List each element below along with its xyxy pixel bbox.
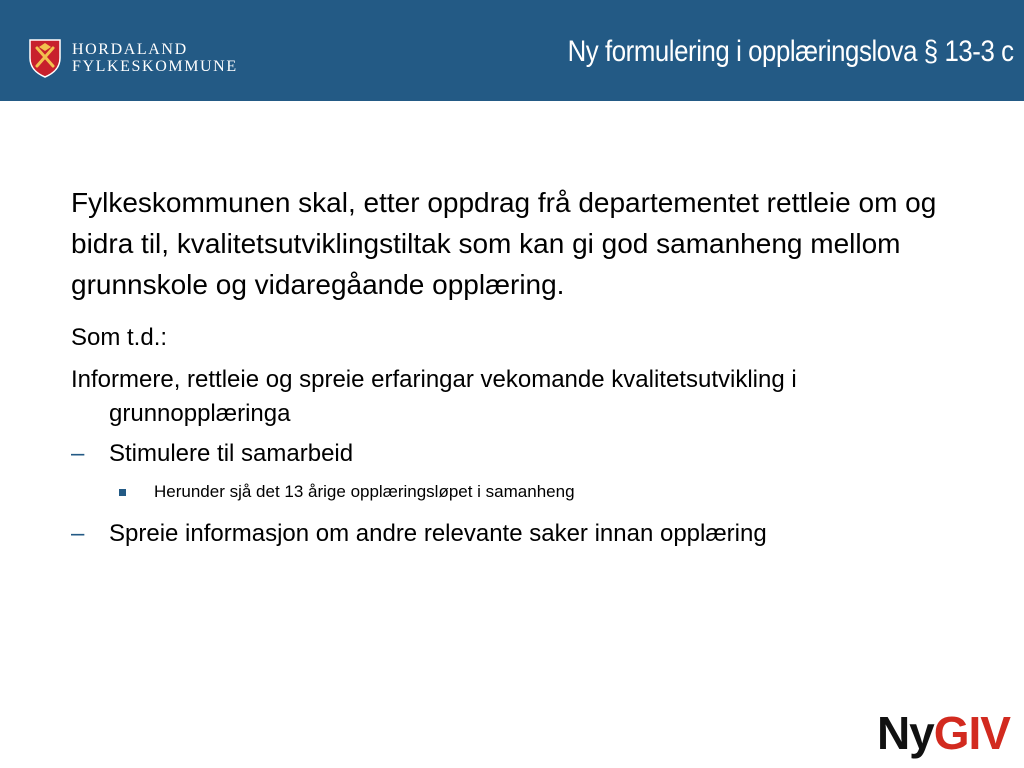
lead-text: Som t.d.: bbox=[71, 324, 168, 351]
square-bullet-icon bbox=[119, 489, 126, 496]
dash-bullet: – bbox=[71, 440, 85, 467]
logo-line-2: FYLKESKOMMUNE bbox=[72, 58, 238, 75]
intro-paragraph: Fylkeskommunen skal, etter oppdrag frå departementet rettleie om og bidra til, kvalitetsutviklingstiltak som kan gi god samanheng mellom grunnskole og vidaregåande opplæring. bbox=[71, 187, 937, 300]
list-item bbox=[71, 517, 951, 551]
list-item bbox=[71, 437, 951, 471]
coat-of-arms-icon bbox=[28, 38, 62, 78]
slide-content bbox=[71, 182, 951, 561]
list-item-text: Stimulere til samarbeid bbox=[109, 440, 354, 467]
logo-wordmark bbox=[72, 41, 238, 75]
dash-bullet: – bbox=[71, 520, 85, 547]
body-paragraph: Informere, rettleie og spreie erfaringar vekomande kvalitetsutvikling i grunnopplæringa bbox=[71, 366, 797, 427]
nygiv-giv: GIV bbox=[933, 707, 1010, 759]
nygiv-logo bbox=[877, 708, 1010, 758]
sub-list-item-text: Herunder sjå det 13 årige opplæringsløpet i samanheng bbox=[154, 482, 575, 501]
header-bar bbox=[0, 0, 1024, 101]
list-item-text: Spreie informasjon om andre relevante saker innan opplæring bbox=[109, 520, 767, 547]
logo-line-1: HORDALAND bbox=[72, 41, 188, 58]
hordaland-logo bbox=[28, 38, 238, 78]
sub-list-item bbox=[71, 481, 951, 503]
slide-title: Ny formulering i opplæringslova § 13-3 c bbox=[568, 35, 1014, 68]
nygiv-ny: Ny bbox=[876, 707, 934, 759]
